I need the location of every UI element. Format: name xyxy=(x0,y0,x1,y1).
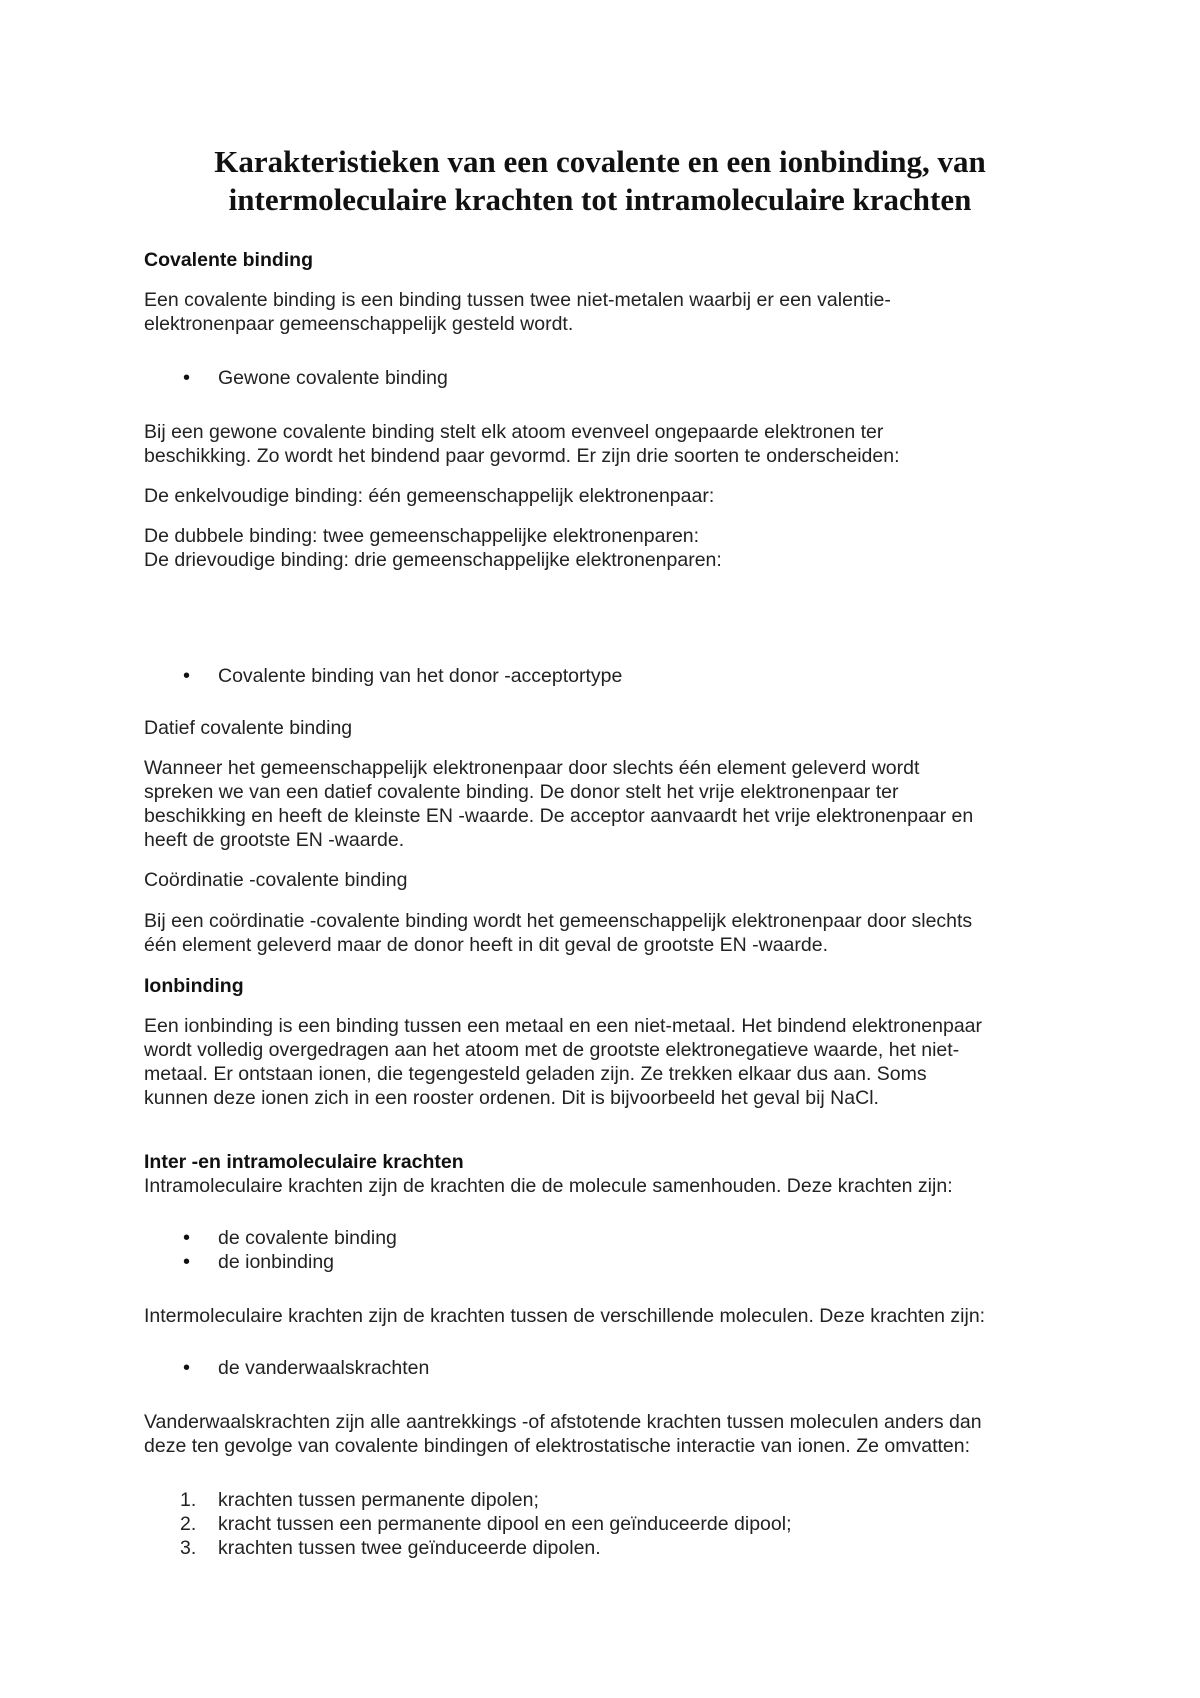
single-bond-text: De enkelvoudige binding: één gemeenschappelijk elektronenpaar: xyxy=(144,485,715,507)
dative-line-2: spreken we van een datief covalente binding. De donor stelt het vrije elektronenpaar ter xyxy=(144,781,899,803)
numbered-list-item: krachten tussen twee geïnduceerde dipolen. xyxy=(218,1537,601,1559)
ionic-line-2: wordt volledig overgedragen aan het atoom met de grootste elektronegatieve waarde, het niet- xyxy=(144,1039,960,1061)
ionic-line-4: kunnen deze ionen zich in een rooster ordenen. Dit is bijvoorbeeld het geval bij NaCl. xyxy=(144,1087,879,1109)
ionic-line-3: metaal. Er ontstaan ionen, die tegengesteld geladen zijn. Ze trekken elkaar dus aan. Soms xyxy=(144,1063,927,1085)
list-item-intra: de ionbinding xyxy=(218,1251,335,1273)
dative-line-1: Wanneer het gemeenschappelijk elektronenpaar door slechts één element geleverd wordt xyxy=(144,757,920,779)
covalent-intro-line-1: Een covalente binding is een binding tussen twee niet-metalen waarbij er een valentie- xyxy=(144,289,891,311)
bullet-icon: • xyxy=(183,1357,191,1379)
coordination-heading: Coördinatie -covalente binding xyxy=(144,869,408,891)
dative-line-3: beschikking en heeft de kleinste EN -waarde. De acceptor aanvaardt het vrije elektronenpaar en xyxy=(144,805,974,827)
normal-covalent-line-1: Bij een gewone covalente binding stelt elk atoom evenveel ongepaarde elektronen ter xyxy=(144,421,884,443)
coordination-line-1: Bij een coördinatie -covalente binding wordt het gemeenschappelijk elektronenpaar door slechts xyxy=(144,910,973,932)
list-number: 3. xyxy=(180,1537,197,1559)
vdw-line-2: deze ten gevolge van covalente bindingen of elektrostatische interactie van ionen. Ze omvatten: xyxy=(144,1435,971,1457)
covalent-heading: Covalente binding xyxy=(144,249,314,271)
triple-bond-text: De drievoudige binding: drie gemeenschappelijke elektronenparen: xyxy=(144,549,722,571)
numbered-list-item: krachten tussen permanente dipolen; xyxy=(218,1489,539,1511)
double-bond-text: De dubbele binding: twee gemeenschappelijke elektronenparen: xyxy=(144,525,700,547)
bullet-icon: • xyxy=(183,665,191,687)
list-item-normal-covalent: Gewone covalente binding xyxy=(218,367,448,389)
forces-heading: Inter -en intramoleculaire krachten xyxy=(144,1151,464,1173)
vdw-line-1: Vanderwaalskrachten zijn alle aantrekkings -of afstotende krachten tussen moleculen anders dan xyxy=(144,1411,982,1433)
dative-heading: Datief covalente binding xyxy=(144,717,353,739)
ionic-line-1: Een ionbinding is een binding tussen een metaal en een niet-metaal. Het bindend elektronenpaar xyxy=(144,1015,983,1037)
list-number: 2. xyxy=(180,1513,197,1535)
list-item-intra: de covalente binding xyxy=(218,1227,397,1249)
inter-definition: Intermoleculaire krachten zijn de krachten tussen de verschillende moleculen. Deze krachten zijn: xyxy=(144,1305,986,1327)
list-number: 1. xyxy=(180,1489,197,1511)
title-line-2: intermoleculaire krachten tot intramoleculaire krachten xyxy=(228,182,972,217)
bullet-icon: • xyxy=(183,367,191,389)
coordination-line-2: één element geleverd maar de donor heeft in dit geval de grootste EN -waarde. xyxy=(144,934,828,956)
title-line-1: Karakteristieken van een covalente en een ionbinding, van xyxy=(214,144,986,179)
ionic-heading: Ionbinding xyxy=(144,975,244,997)
covalent-intro-line-2: elektronenpaar gemeenschappelijk gesteld wordt. xyxy=(144,313,574,335)
page-title xyxy=(145,143,1055,219)
normal-covalent-line-2: beschikking. Zo wordt het bindend paar gevormd. Er zijn drie soorten te onderscheiden: xyxy=(144,445,900,467)
bullet-icon: • xyxy=(183,1227,191,1249)
bullet-icon: • xyxy=(183,1251,191,1273)
list-item-inter: de vanderwaalskrachten xyxy=(218,1357,430,1379)
list-item-donor-acceptor: Covalente binding van het donor -acceptortype xyxy=(218,665,623,687)
intra-definition: Intramoleculaire krachten zijn de krachten die de molecule samenhouden. Deze krachten zijn: xyxy=(144,1175,953,1197)
numbered-list-item: kracht tussen een permanente dipool en een geïnduceerde dipool; xyxy=(218,1513,792,1535)
dative-line-4: heeft de grootste EN -waarde. xyxy=(144,829,405,851)
